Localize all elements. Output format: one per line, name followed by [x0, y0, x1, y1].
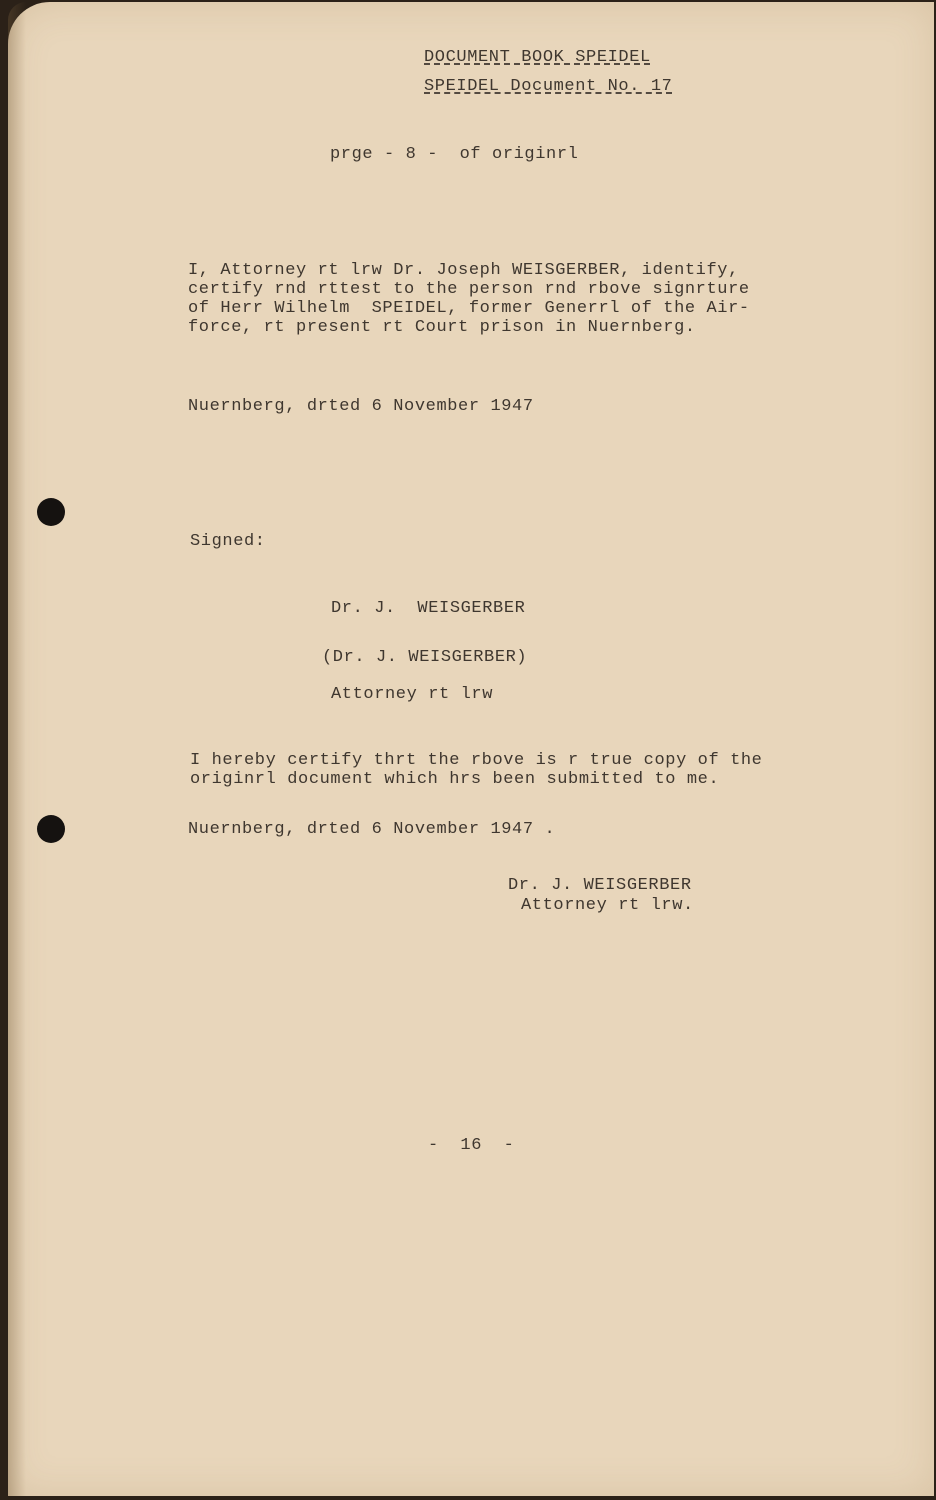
true-copy-line-2: originrl document which hrs been submitted to me. — [190, 770, 720, 789]
signature-name: Dr. J. WEISGERBER — [331, 599, 526, 618]
true-copy-line-1: I hereby certify thrt the rbove is r true copy of the — [190, 751, 763, 770]
page-edge-shadow — [8, 2, 26, 1496]
closing-signature-title: Attorney rt lrw. — [521, 896, 694, 915]
certification-line-4: force, rt present rt Court prison in Nuernberg. — [188, 318, 696, 337]
signature-title: Attorney rt lrw — [331, 685, 494, 704]
punch-hole-bottom — [37, 815, 65, 843]
dateline-second: Nuernberg, drted 6 November 1947 . — [188, 820, 556, 839]
certification-line-3: of Herr Wilhelm SPEIDEL, former Generrl of the Air- — [188, 299, 750, 318]
signed-label: Signed: — [190, 532, 266, 551]
certification-line-1: I, Attorney rt lrw Dr. Joseph WEISGERBER, identify, — [188, 261, 739, 280]
signature-name-parenthetical: (Dr. J. WEISGERBER) — [322, 648, 528, 667]
closing-signature-name: Dr. J. WEISGERBER — [508, 876, 692, 895]
document-number: SPEIDEL Document No. 17 — [424, 77, 673, 96]
certification-line-2: certify rnd rttest to the person rnd rbove signrture — [188, 280, 750, 299]
document-page — [8, 2, 934, 1496]
document-book-title: DOCUMENT BOOK SPEIDEL — [424, 48, 651, 67]
page-number: - 16 - — [428, 1136, 515, 1155]
punch-hole-top — [37, 498, 65, 526]
dateline-first: Nuernberg, drted 6 November 1947 — [188, 397, 534, 416]
original-page-reference: prge - 8 - of originrl — [330, 145, 579, 164]
